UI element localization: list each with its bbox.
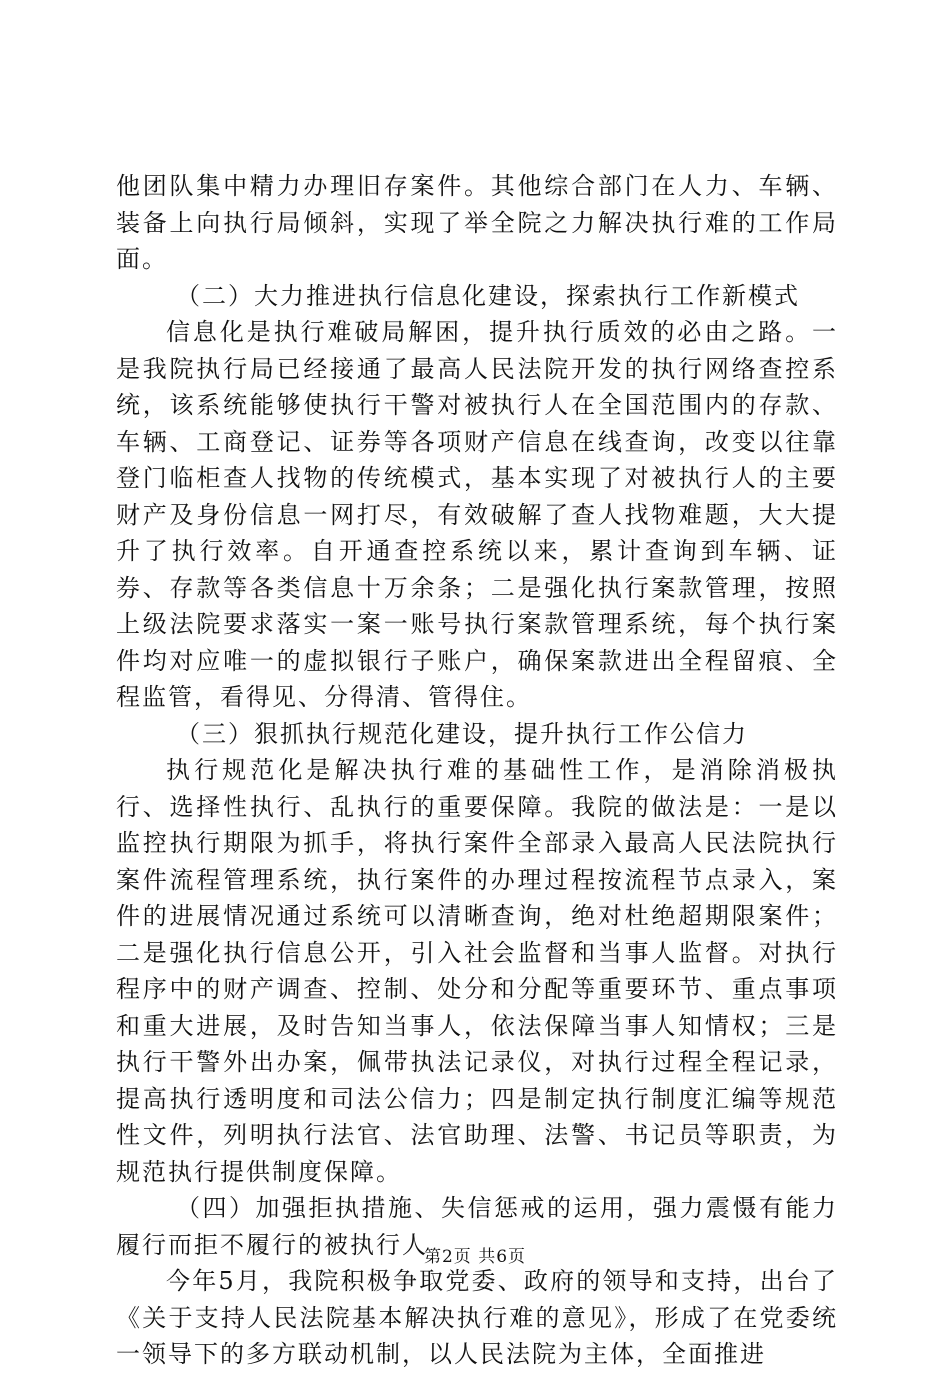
page-number-footer: 第2页 共6页 [423,1247,527,1267]
paragraph-continued: 他团队集中精力办理旧存案件。其他综合部门在人力、车辆、装备上向执行局倾斜，实现了举全院之力解决执行难的工作局面。 [116,172,838,273]
section-heading-3: （三）狠抓执行规范化建设，提升执行工作公信力 [176,719,748,748]
section-heading-2: （二）大力推进执行信息化建设，探索执行工作新模式 [176,281,800,310]
section-heading-4: （四）加强拒执措施、失信惩戒的运用，强力震慑有能力履行而拒不履行的被执行人 [116,1194,838,1259]
paragraph-standardization: 执行规范化是解决执行难的基础性工作，是消除消极执行、选择性执行、乱执行的重要保障。我院的做法是：一是以监控执行期限为抓手，将执行案件全部录入最高人民法院执行案件流程管理系统，执行案件的办理过程按流程节点录入，案件的进展情况通过系统可以清晰查询，绝对杜绝超期限案件；二是强化执行信息公开，引入社会监督和当事人监督。对执行程序中的财产调查、控制、处分和分配等重要环节、重点事项和重大进展，及时告知当事人，依法保障当事人知情权；三是执行干警外出办案，佩带执法记录仪，对执行过程全程记录，提高执行透明度和司法公信力；四是制定执行制度汇编等规范性文件，列明执行法官、法官助理、法警、书记员等职责，为规范执行提供制度保障。 [116,756,838,1186]
paragraph-informatization: 信息化是执行难破局解困，提升执行质效的必由之路。一是我院执行局已经接通了最高人民法院开发的执行网络查控系统，该系统能够使执行干警对被执行人在全国范围内的存款、车辆、工商登记、证券等各项财产信息在线查询，改变以往靠登门临柜查人找物的传统模式，基本实现了对被执行人的主要财产及身份信息一网打尽，有效破解了查人找物难题，大大提升了执行效率。自开通查控系统以来，累计查询到车辆、证券、存款等各类信息十万余条；二是强化执行案款管理，按照上级法院要求落实一案一账号执行案款管理系统，每个执行案件均对应唯一的虚拟银行子账户，确保案款进出全程留痕、全程监管，看得见、分得清、管得住。 [116,318,838,711]
document-body [116,168,838,1373]
paragraph-measures: 今年5月，我院积极争取党委、政府的领导和支持，出台了《关于支持人民法院基本解决执行难的意见》，形成了在党委统一领导下的多方联动机制，以人民法院为主体，全面推进 [116,1267,838,1368]
